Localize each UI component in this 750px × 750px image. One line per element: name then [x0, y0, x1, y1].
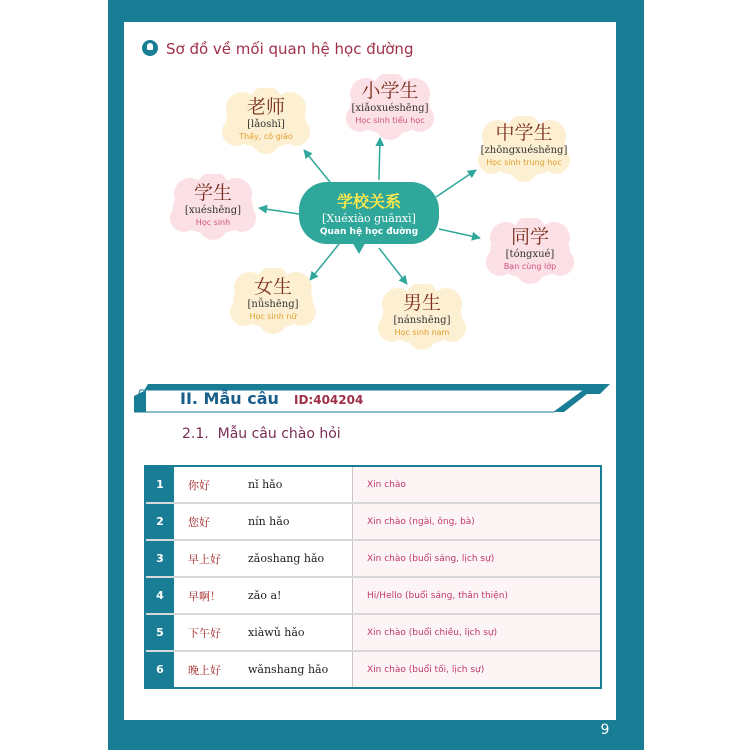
node-hanzi: 老师: [246, 96, 285, 118]
row-vietnamese: Hi/Hello (buổi sáng, thân thiện): [352, 578, 600, 613]
node-nansheng: [376, 284, 468, 350]
row-chinese: 你好: [188, 478, 210, 492]
row-number: 5: [146, 615, 174, 650]
node-vietnamese: Học sinh nam: [394, 328, 450, 337]
node-hanzi: 同学: [510, 226, 549, 248]
table-row: [146, 652, 600, 687]
row-vietnamese: Xin chào: [352, 467, 600, 502]
subsection-title: [182, 426, 341, 442]
row-number: 3: [146, 541, 174, 576]
page-content: [124, 22, 616, 720]
row-pinyin: xiàwǔ hǎo: [248, 626, 305, 639]
row-chinese: 您好: [188, 515, 210, 529]
node-pinyin: [tóngxué]: [505, 249, 555, 260]
arrow-to-tongxue: [439, 229, 480, 238]
row-chinese: 早上好: [188, 552, 221, 566]
row-chinese: 下午好: [188, 626, 221, 640]
node-hanzi: 小学生: [361, 80, 419, 102]
node-pinyin: [lǎoshī]: [247, 119, 285, 130]
row-vietnamese: Xin chào (buổi chiều, lịch sự): [352, 615, 600, 650]
arrow-to-xuesheng: [259, 208, 299, 214]
node-hanzi: 男生: [402, 292, 441, 314]
row-pinyin: zǎo a!: [248, 589, 282, 602]
row-vietnamese: Xin chào (buổi sáng, lịch sự): [352, 541, 600, 576]
page-frame-right: [616, 0, 644, 750]
node-tongxue: [484, 218, 576, 284]
node-vietnamese: Thầy, cô giáo: [239, 132, 293, 141]
table-row: [146, 615, 600, 652]
node-hanzi: 女生: [253, 276, 292, 298]
node-pinyin: [zhōngxuéshēng]: [480, 145, 568, 156]
node-vietnamese: Bạn cùng lớp: [503, 262, 557, 271]
arrow-to-nansheng: [379, 248, 407, 284]
arrow-to-xiaoxuesheng: [379, 138, 380, 180]
node-hanzi: 中学生: [495, 122, 553, 144]
page-frame-bottom: [108, 720, 644, 750]
row-pinyin: nín hǎo: [248, 515, 290, 528]
node-nvsheng: [228, 268, 318, 334]
page-frame-top: [108, 0, 644, 22]
node-vietnamese: Học sinh trung học: [486, 158, 562, 167]
center-hanzi: 学校关系: [336, 192, 401, 211]
row-pinyin: wǎnshang hǎo: [248, 663, 329, 676]
row-number: 1: [146, 467, 174, 502]
node-hanzi: 学生: [193, 182, 232, 204]
page-frame-left: [108, 0, 124, 750]
node-vietnamese: Học sinh nữ: [249, 312, 297, 321]
table-row: [146, 504, 600, 541]
row-vietnamese: Xin chào (buổi tối, lịch sự): [352, 652, 600, 687]
arrow-to-zhongxuesheng: [436, 170, 476, 197]
node-zhongxuesheng: [476, 116, 572, 182]
table-row: [146, 541, 600, 578]
row-pinyin: zǎoshang hǎo: [248, 552, 325, 565]
center-bubble: [299, 182, 439, 244]
section-title-text: Sơ đồ về mối quan hệ học đường: [166, 40, 414, 58]
row-pinyin: nǐ hǎo: [248, 478, 283, 491]
row-vietnamese: Xin chào (ngài, ông, bà): [352, 504, 600, 539]
subsection-text: Mẫu câu chào hỏi: [217, 426, 341, 442]
row-chinese: 晚上好: [188, 663, 221, 677]
center-pinyin: [Xuéxiào guānxì]: [322, 212, 416, 225]
subsection-number: 2.1.: [182, 426, 209, 442]
node-vietnamese: Học sinh tiểu học: [355, 116, 425, 125]
node-xiaoxuesheng: [344, 74, 436, 140]
table-row: [146, 578, 600, 615]
banner-title: II. Mẫu câu: [180, 389, 279, 408]
greeting-table: [144, 465, 602, 689]
row-number: 4: [146, 578, 174, 613]
page-number: 9: [600, 722, 610, 738]
node-xuesheng: [168, 174, 258, 240]
table-row: [146, 467, 600, 504]
node-laoshi: [220, 88, 312, 154]
center-vietnamese: Quan hệ học đường: [319, 227, 419, 237]
row-number: 2: [146, 504, 174, 539]
node-pinyin: [nánshēng]: [393, 315, 451, 326]
row-chinese: 早啊！: [188, 589, 221, 603]
node-vietnamese: Học sinh: [195, 218, 231, 227]
node-pinyin: [nǚshēng]: [247, 299, 299, 310]
row-number: 6: [146, 652, 174, 687]
node-pinyin: [xuéshēng]: [184, 205, 242, 216]
banner-id: ID:404204: [294, 393, 364, 407]
node-pinyin: [xiǎoxuéshēng]: [351, 103, 429, 114]
